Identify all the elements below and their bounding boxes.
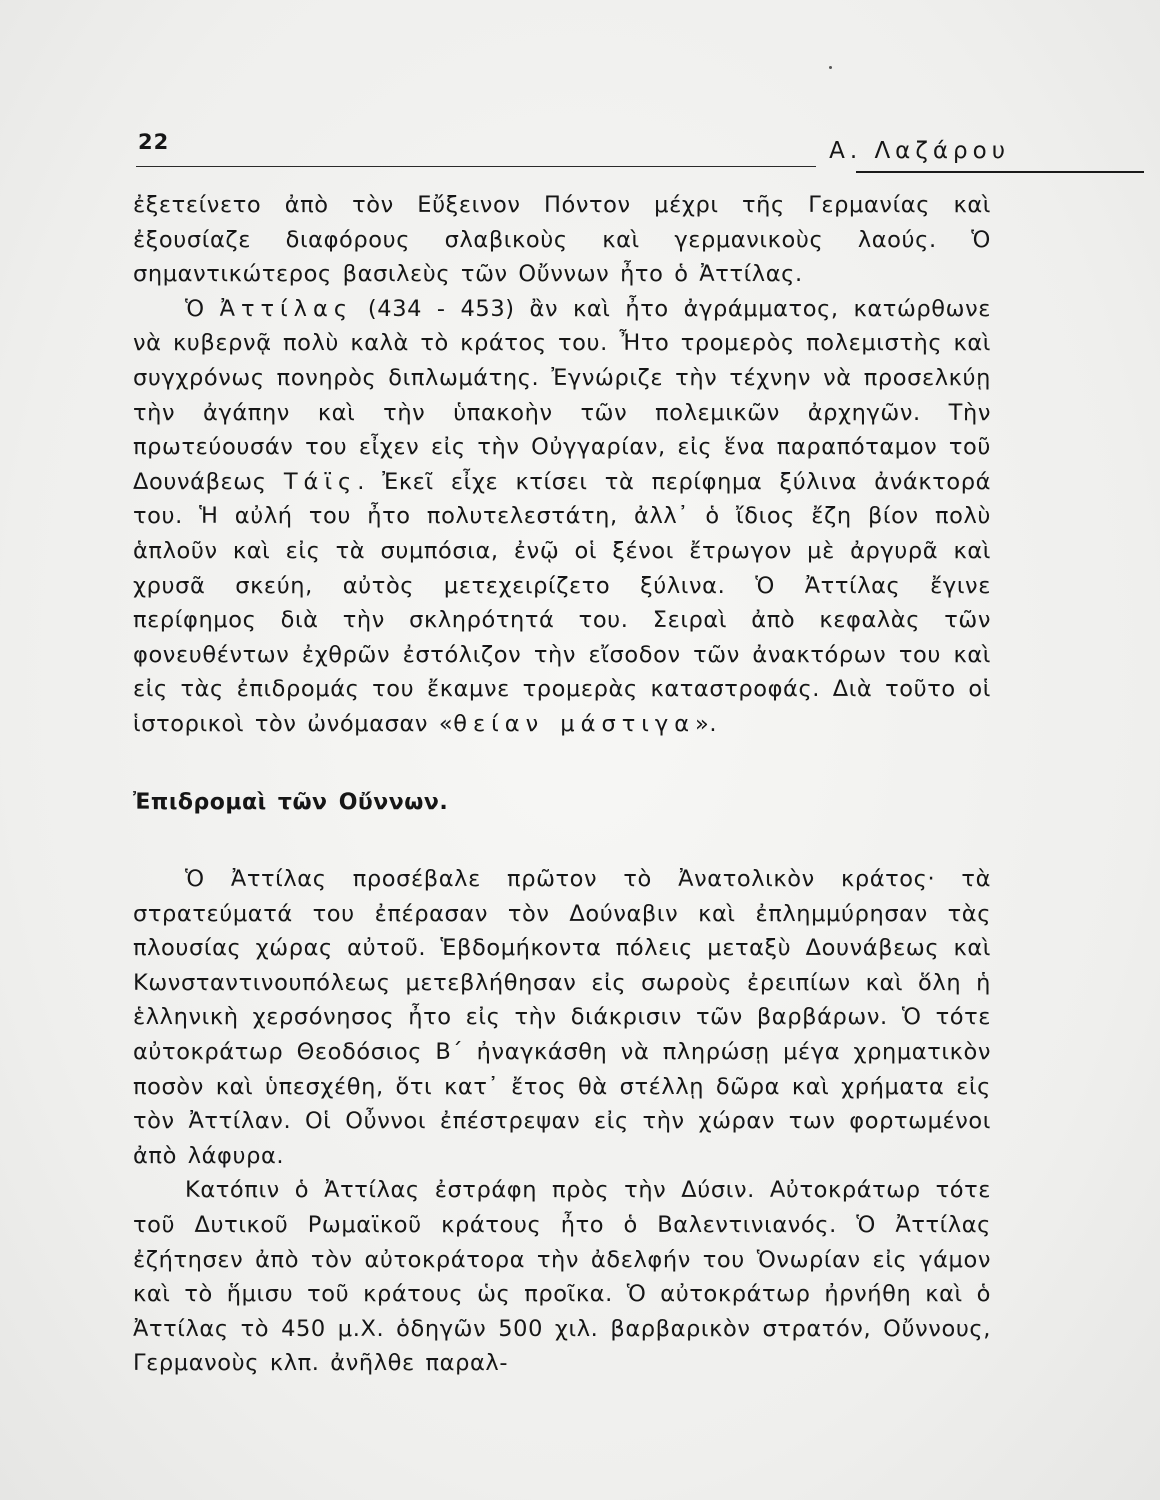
paper-speck [829, 66, 832, 69]
p2-text-c: . Ἐκεῖ εἶχε κτίσει τὰ περίφημα ξύλινα ἀνάκτορά του. Ἡ αὐλή του ἦτο πολυτελεστάτη, ἀλλ᾽ ὁ ἴδιος ἔζη βίον πολὺ ἁπλοῦν καὶ εἰς τὰ συμπόσια, ἐνῷ οἱ ξένοι ἔτρωγον μὲ ἀργυρᾶ καὶ χρυσᾶ σκεύη, αὐτὸς μετεχειρίζετο ξύλινα. Ὁ Ἀττίλας ἔγινε περίφημος διὰ τὴν σκληρότητά του. Σειραὶ ἀπὸ κεφαλὰς τῶν φονευθέντων ἐχθρῶν ἐστόλιζον τὴν εἴσοδον τῶν ἀνακτόρων του καὶ εἰς τὰς ἐπιδρομάς του ἔκαμνε τρομερὰς καταστροφάς. Διὰ τοῦτο οἱ ἱστορικοὶ τὸν ὠνόμασαν « [133, 468, 992, 737]
running-head-author: Α. Λαζάρου [829, 138, 1010, 164]
section-heading: Ἐπιδρομαὶ τῶν Οὔννων. [133, 789, 449, 815]
p2-text-d: ». [695, 710, 718, 737]
header-rule [136, 166, 816, 167]
page-header [136, 126, 1010, 174]
p2-spaced-river: Τάϊς [283, 468, 358, 495]
page-number: 22 [138, 130, 170, 154]
paragraph-1: ἐξετείνετο ἀπὸ τὸν Εὔξεινον Πόντον μέχρι τῆς Γερμανίας καὶ ἐξουσίαζε διαφόρους σλαβικοὺς καὶ γερμανικοὺς λαούς. Ὁ σημαντικώτερος βασιλεὺς τῶν Οὔννων ἦτο ὁ Ἀττίλας. [133, 192, 991, 288]
header-rule-author [856, 171, 1144, 173]
p2-text-a: Ὁ [185, 295, 220, 322]
body-text [133, 188, 991, 1381]
paragraph-4: Κατόπιν ὁ Ἀττίλας ἐστράφη πρὸς τὴν Δύσιν. Αὐτοκράτωρ τότε τοῦ Δυτικοῦ Ρωμαϊκοῦ κράτους ἦτο ὁ Βαλεντινιανός. Ὁ Ἀττίλας ἐζήτησεν ἀπὸ τὸν αὐτοκράτορα τὴν ἀδελφήν του Ὁνωρίαν εἰς γάμον καὶ τὸ ἥμισυ τοῦ κράτους ὡς προῖκα. Ὁ αὐτοκράτωρ ἠρνήθη καὶ ὁ Ἀττίλας τὸ 450 μ.Χ. ὁδηγῶν 500 χιλ. βαρβαρικὸν στρατόν, Οὔννους, Γερμανοὺς κλπ. ἀνῆλθε παραλ- [133, 1177, 991, 1377]
p2-spaced-name: Ἀττίλας [219, 295, 354, 322]
paragraph-3: Ὁ Ἀττίλας προσέβαλε πρῶτον τὸ Ἀνατολικὸν κράτος· τὰ στρατεύματά του ἐπέρασαν τὸν Δούναβιν καὶ ἐπλημμύρησαν τὰς πλουσίας χώρας αὐτοῦ. Ἑβδομήκοντα πόλεις μεταξὺ Δουνάβεως καὶ Κωνσταντινουπόλεως μετεβλήθησαν εἰς σωροὺς ἐρειπίων καὶ ὅλη ἡ ἑλληνικὴ χερσόνησος ἦτο εἰς τὴν διάκρισιν τῶν βαρβάρων. Ὁ τότε αὐτοκράτωρ Θεοδόσιος Β´ ἠναγκάσθη νὰ πληρώσῃ μέγα χρηματικὸν ποσὸν καὶ ὑπεσχέθη, ὅτι κατ᾽ ἔτος θὰ στέλλῃ δῶρα καὶ χρήματα εἰς τὸν Ἀττίλαν. Οἱ Οὖννοι ἐπέστρεψαν εἰς τὴν χώραν των φορτωμένοι ἀπὸ λάφυρα. [133, 866, 991, 1169]
p2-spaced-epithet: θείαν μάστιγα [453, 710, 696, 737]
paragraph-2 [133, 292, 991, 742]
p2-text-b: (434 - 453) ἂν καὶ ἦτο ἀγράμματος, κατώρθωνε νὰ κυβερνᾷ πολὺ καλὰ τὸ κράτος του. Ἦτο τρομερὸς πολεμιστὴς καὶ συγχρόνως πονηρὸς διπλωμάτης. Ἐγνώριζε τὴν τέχνην νὰ προσελκύῃ τὴν ἀγάπην καὶ τὴν ὑπακοὴν τῶν πολεμικῶν ἀρχηγῶν. Τὴν πρωτεύουσάν του εἶχεν εἰς τὴν Οὐγγαρίαν, εἰς ἕνα παραπόταμον τοῦ Δουνάβεως [133, 295, 992, 495]
